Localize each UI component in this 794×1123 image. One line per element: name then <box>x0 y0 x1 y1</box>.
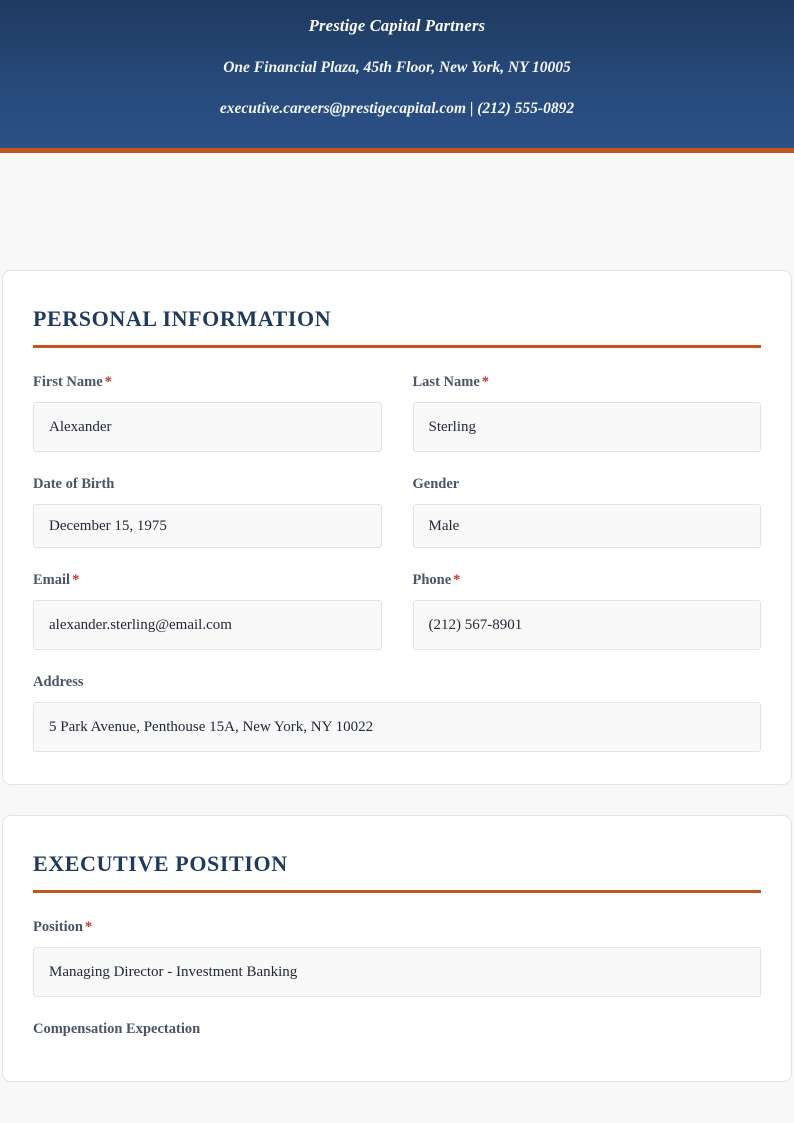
field-label <box>33 1019 761 1039</box>
form-field <box>33 1019 761 1049</box>
field-input[interactable]: December 15, 1975 <box>33 504 382 548</box>
letterhead-header <box>0 0 794 148</box>
field-input[interactable]: Male <box>413 504 762 548</box>
field-input[interactable]: (212) 567-8901 <box>413 600 762 650</box>
field-label-text: Phone <box>412 572 452 588</box>
field-label-text: Date of Birth <box>33 476 115 492</box>
section-accent-rule <box>33 890 761 893</box>
section-title: PERSONAL INFORMATION <box>33 306 332 331</box>
field-input[interactable]: Managing Director - Investment Banking <box>33 947 761 997</box>
field-label <box>413 570 762 590</box>
form-field <box>33 372 382 452</box>
field-input[interactable]: alexander.sterling@email.com <box>33 600 382 650</box>
header-spacer <box>0 153 794 270</box>
field-row <box>33 672 761 752</box>
form-field <box>33 672 761 752</box>
field-label <box>413 474 762 494</box>
field-label <box>33 570 382 590</box>
field-row <box>33 474 761 548</box>
firm-name: Prestige Capital Partners <box>308 16 486 35</box>
field-label-text: Last Name <box>412 374 480 390</box>
field-row <box>33 372 761 452</box>
required-asterisk: * <box>104 374 112 390</box>
field-label-text: Gender <box>412 476 460 492</box>
field-row <box>33 1019 761 1049</box>
field-label-text: Position <box>33 919 83 935</box>
field-label <box>33 917 761 937</box>
required-asterisk: * <box>72 572 80 588</box>
firm-contact: executive.careers@prestigecapital.com | (212) 555-0892 <box>219 100 575 117</box>
field-input[interactable]: 5 Park Avenue, Penthouse 15A, New York, NY 10022 <box>33 702 761 752</box>
field-label <box>413 372 762 392</box>
required-asterisk: * <box>84 919 93 935</box>
form-field <box>413 474 762 548</box>
field-label-text: First Name <box>33 374 103 390</box>
field-row <box>33 917 761 997</box>
field-label <box>33 474 382 494</box>
form-field <box>413 372 762 452</box>
field-label <box>33 372 382 392</box>
form-section-card <box>2 815 792 1082</box>
form-sections <box>0 270 794 1082</box>
required-asterisk: * <box>481 374 490 390</box>
field-label <box>33 672 761 692</box>
section-accent-rule <box>33 345 761 348</box>
field-row <box>33 570 761 650</box>
field-label-text: Compensation Expectation <box>33 1021 201 1037</box>
form-field <box>33 570 382 650</box>
form-field <box>413 570 762 650</box>
form-body <box>0 153 794 1082</box>
form-field <box>33 917 761 997</box>
section-title: EXECUTIVE POSITION <box>33 851 288 876</box>
form-section-card <box>2 270 792 785</box>
form-field <box>33 474 382 548</box>
firm-address: One Financial Plaza, 45th Floor, New York, NY 10005 <box>223 59 571 76</box>
field-label-text: Email <box>33 572 71 588</box>
required-asterisk: * <box>453 572 461 588</box>
field-label-text: Address <box>33 674 84 690</box>
field-input[interactable]: Sterling <box>413 402 762 452</box>
field-input[interactable]: Alexander <box>33 402 382 452</box>
